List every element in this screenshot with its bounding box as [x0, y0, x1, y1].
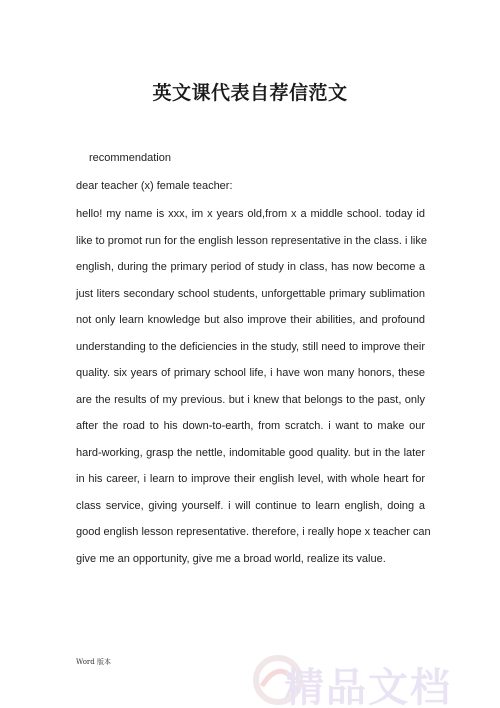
document-title: 英文课代表自荐信范文: [152, 82, 348, 104]
body-line: just liters secondary school students, unforgettable primary sublimation: [76, 287, 425, 300]
body-line: class service, giving yourself. i will continue to learn english, doing a: [76, 499, 425, 512]
body-line: understanding to the deficiencies in the study, still need to improve their: [76, 340, 425, 353]
body-line: good english lesson representative. therefore, i really hope x teacher can: [76, 526, 431, 538]
body-line: english, during the primary period of study in class, has now become a: [76, 261, 425, 273]
body-line: give me an opportunity, give me a broad world, realize its value.: [76, 552, 386, 565]
body-line: in his career, i learn to improve their english level, with whole heart for: [76, 473, 425, 485]
body-line: quality. six years of primary school life, i have won many honors, these: [76, 367, 425, 379]
body-line: hello! my name is xxx, im x years old,from x a middle school. today id: [76, 208, 425, 220]
recommendation-heading: recommendation: [89, 152, 171, 164]
salutation: dear teacher (x) female teacher:: [76, 180, 233, 192]
body-line: like to promot run for the english lesson representative in the class. i like: [76, 234, 427, 247]
body-line: hard-working, grasp the nettle, indomitable good quality. but in the later: [76, 446, 425, 459]
body-line: after the road to his down-to-earth, from scratch. i want to make our: [76, 420, 425, 432]
letter-body: [76, 207, 431, 578]
footer-label: Word 版本: [76, 658, 111, 666]
watermark-text: 精品文档: [284, 665, 452, 708]
watermark-logo: [244, 648, 500, 708]
body-line: are the results of my previous. but i knew that belongs to the past, only: [76, 393, 425, 406]
body-line: not only learn knowledge but also improve their abilities, and profound: [76, 314, 425, 326]
